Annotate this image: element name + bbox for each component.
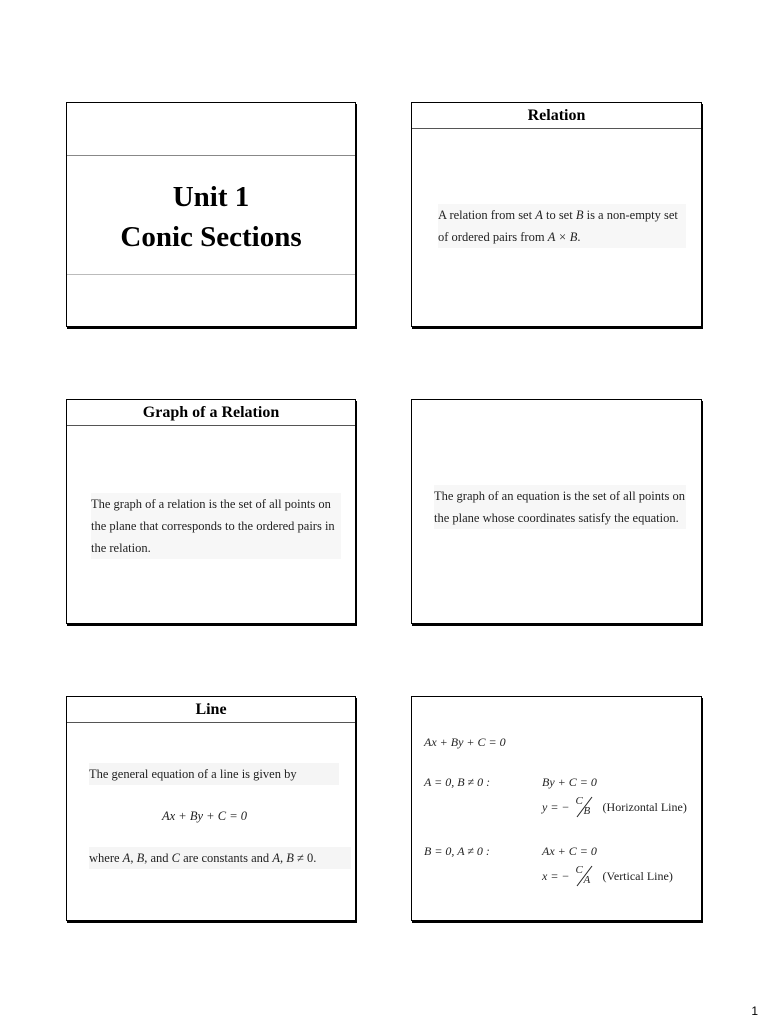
line-intro: The general equation of a line is given by: [89, 763, 339, 785]
vertical-line-note: (Vertical Line): [602, 868, 673, 883]
line-equation: Ax + By + C = 0: [162, 809, 248, 823]
unit-label: Unit 1: [172, 181, 250, 213]
graph-equation-definition: The graph of an equation is the set of all points on the plane whose coordinates satisfy the equation.: [434, 485, 686, 529]
slide-heading: Relation: [412, 103, 701, 129]
slide-line-cases: [411, 696, 702, 921]
fraction-c-over-a: C A: [575, 864, 591, 886]
slide-title-text: [67, 177, 355, 257]
case2-condition: B = 0, A ≠ 0 :: [424, 844, 490, 858]
line-where-clause: where A, B, and C are constants and A, B ≠ 0.: [89, 847, 351, 869]
slide-title: [66, 102, 356, 327]
case1-condition: A = 0, B ≠ 0 :: [424, 775, 491, 789]
slide-heading: Graph of a Relation: [67, 400, 355, 426]
case1-equation: By + C = 0: [542, 775, 597, 789]
fraction-c-over-b: C B: [575, 795, 591, 817]
unit-name: Conic Sections: [120, 221, 302, 253]
case2-equation: Ax + C = 0: [542, 844, 597, 858]
slide-line: [66, 696, 356, 921]
page-number: 1: [751, 1004, 758, 1018]
case1-solution: y = − C B (Horizontal Line): [542, 795, 687, 817]
general-equation: Ax + By + C = 0: [424, 735, 506, 749]
slide-relation: [411, 102, 702, 327]
relation-definition: A relation from set A to set B is a non-empty set of ordered pairs from A × B.: [438, 204, 686, 248]
slide-heading: Line: [67, 697, 355, 723]
graph-relation-definition: The graph of a relation is the set of all points on the plane that corresponds to the ordered pairs in the relation.: [91, 493, 341, 559]
case2-solution: x = − C A (Vertical Line): [542, 864, 673, 886]
slide-graph-of-equation: [411, 399, 702, 624]
slide-graph-of-relation: [66, 399, 356, 624]
horizontal-line-note: (Horizontal Line): [602, 799, 687, 814]
